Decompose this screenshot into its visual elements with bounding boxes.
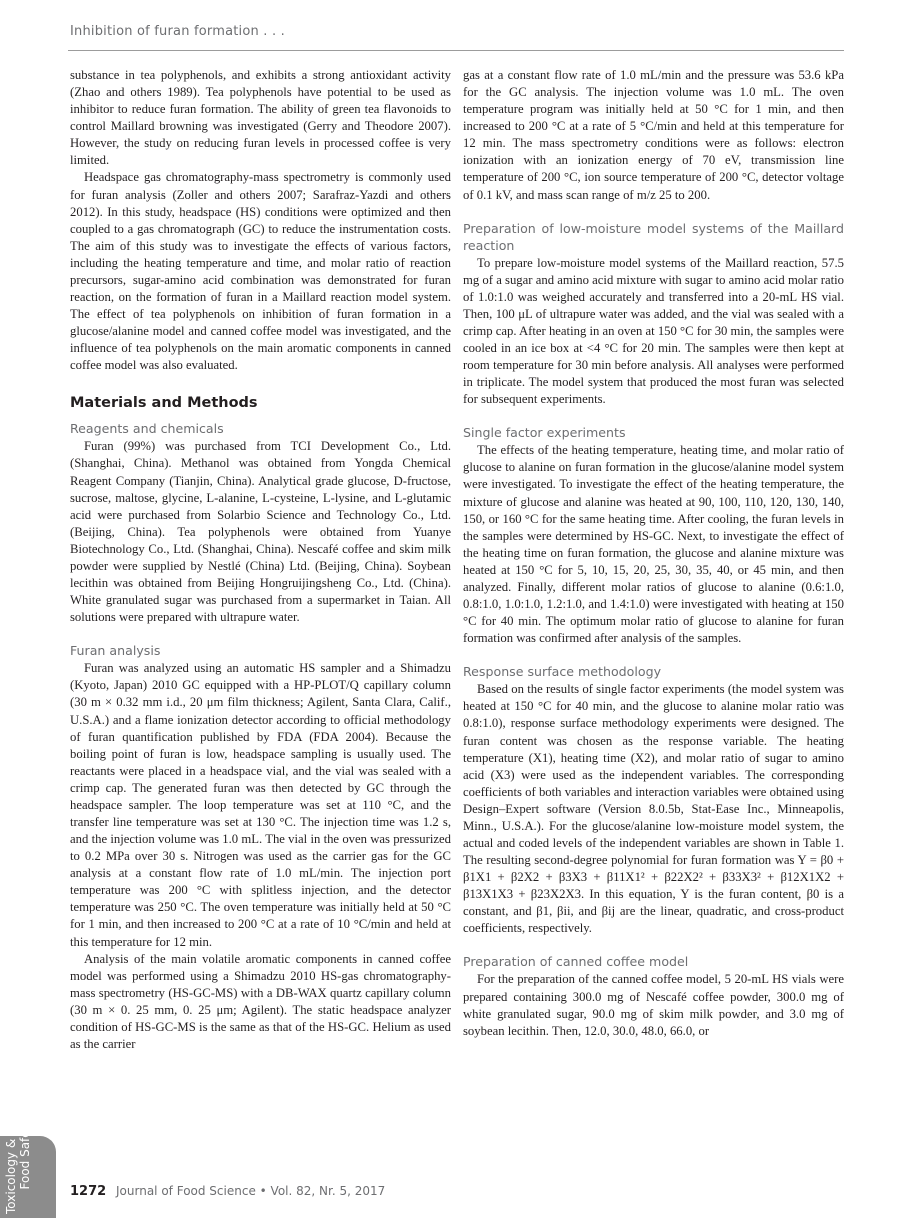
page-footer	[70, 1184, 385, 1199]
gcms-continued-paragraph: gas at a constant flow rate of 1.0 mL/min and the pressure was 53.6 kPa for the GC analysis. The injection volume was 1.0 mL. The oven temperature program was initially held at 50 °C for 1 min, and then increased to 200 °C at a rate of 5 °C/min and held at this temperature for 12 min. The mass spectrometry conditions were as follows: electron ionization with an ionization energy of 70 eV, transmission line temperature of 200 °C, ion source temperature of 200 °C, detector voltage of 0.1 kV, and mass scan range of m/z 25 to 200.	[463, 68, 844, 202]
rsm-paragraph: Based on the results of single factor experiments (the model system was heated at 150 °C for 40 min, and the glucose to alanine molar ratio was 0.8:1.0), response surface methodology experiments were designed. The furan content was chosen as the response variable. The heating temperature (X1), heating time (X2), and molar ratio of sugar to amino acid (X3) were used as the independent variables. The corresponding coefficients of both variables and interaction variables were obtained using Design–Expert software (Version 8.0.5b, Stat-Ease Inc., Minneapolis, Minn., U.S.A.). For the glucose/alanine low-moisture model system, the actual and coded levels of the independent variables are shown in Table 1. The resulting second-degree polynomial for furan formation was Y = β0 + β1X1 + β2X2 + β3X3 + β11X1² + β22X2² + β33X3² + β12X1X2 + β13X1X3 + β23X2X3. In this equation, Y is the furan content, β0 is a constant, and β1, βii, and βij are the linear, quadratic, and cross-product coefficients, respectively.	[463, 682, 844, 936]
section-side-tab	[0, 1079, 56, 1218]
intro-paragraph-2: Headspace gas chromatography-mass spectrometry is commonly used for furan analysis (Zoller and others 2007; Sarafraz-Yazdi and others 2012). In this study, headspace (HS) conditions were optimized and then coupled to a gas chromatograph (GC) to reduce the instrumentation costs. The aim of this study was to investigate the effects of various factors, including the heating temperature and time, and molar ratio of reaction precursors, sugar-amino acid combination was demonstrated for furan reaction, on the formation of furan in a Maillard reaction model system. The effect of tea polyphenols on inhibition of furan formation in a glucose/alanine model and canned coffee model was investigated, and the influence of tea polyphenols on the main aromatic components in canned coffee model was also evaluated.	[70, 170, 451, 373]
intro-paragraph-1: substance in tea polyphenols, and exhibits a strong antioxidant activity (Zhao and others 1989). Tea polyphenols have potential to be used as inhibitor to reduce furan formation. The ability of green tea flavonoids to control Maillard browning was investigated (Gerry and Theodore 2007). However, the study on reducing furan levels in processed coffee is very limited.	[70, 68, 451, 168]
furan-analysis-paragraph-1: Furan was analyzed using an automatic HS sampler and a Shimadzu (Kyoto, Japan) 2010 GC equipped with a HP-PLOT/Q capillary column (30 m × 0.32 mm i.d., 20 μm film thickness; Agilent, Santa Clara, Calif., U.S.A.) and a flame ionization detector according to official methodology of furan quantification published by FDA (FDA 2004). Because the boiling point of furan is low, headspace sampling is usually used. The reactants were placed in a headspace vial, and the vial was sealed with a crimp cap. The generated furan was then detected by GC through the headspace sampler. The loop temperature was set at 110 °C, and the transfer line temperature was set at 130 °C. The injection time was 1.2 s, and the injection volume was 1.0 mL. The vial in the oven was pressurized to 0.2 MPa over 30 s. Nitrogen was used as the carrier gas for the GC analysis at a constant flow rate of 1.0 mL/min. The injection port temperature was 200 °C with splitless injection, and the detector temperature was 250 °C. The oven temperature was initially held at 50 °C for 1 min, and then increased to 200 °C at a rate of 10 °C/min and held at this temperature for 12 min.	[70, 661, 451, 949]
methods-heading: Materials and Methods	[70, 395, 258, 412]
side-tab-label	[4, 1079, 32, 1214]
canned-coffee-heading: Preparation of canned coffee model	[463, 954, 689, 970]
reagents-heading: Reagents and chemicals	[70, 421, 224, 437]
low-moisture-heading: Preparation of low-moisture model systems of the Maillard reaction	[463, 220, 844, 253]
low-moisture-paragraph: To prepare low-moisture model systems of the Maillard reaction, 57.5 mg of a sugar and amino acid mixture with sugar to amino acid molar ratio of 1.0:1.0 was weighed accurately and transferred into a 20-mL HS vial. Then, 100 μL of ultrapure water was added, and the vial was sealed with a crimp cap. After heating in an oven at 150 °C for 30 min, the samples were cooled in an ice box at <4 °C for 20 min. The samples were then kept at room temperature for 30 min before analysis. All analyses were performed in triplicate. The model system that produced the most furan was selected for subsequent experiments.	[463, 255, 845, 407]
page-number: 1272	[70, 1184, 107, 1199]
side-tab-line-2: Food Safety	[18, 1118, 32, 1190]
reagents-paragraph: Furan (99%) was purchased from TCI Development Co., Ltd. (Shanghai, China). Methanol was obtained from Yongda Chemical Reagent Company (Tianjin, China). Analytical grade glucose, D-fructose, sucrose, maltose, glycine, L-alanine, L-cysteine, L-lysine, and L-glutamic acid were purchased from Solarbio Science and Technology Co., Ltd. (Beijing, China). Tea polyphenols were obtained from Yuanye Biotechnology Co., Ltd. (Shanghai, China). Nescafé coffee and skim milk powder were supplied by Nestlé (China) Ltd. (Beijing, China). Soybean lecithin was obtained from Beijing Hongruijingsheng Co., Ltd. (China). White granulated sugar was purchased from a supermarket in Taian. All solutions were prepared with ultrapure water.	[70, 439, 451, 625]
right-column	[463, 67, 844, 1040]
single-factor-heading: Single factor experiments	[463, 425, 626, 441]
journal-name: Journal of Food Science	[116, 1184, 256, 1198]
furan-analysis-paragraph-2: Analysis of the main volatile aromatic components in canned coffee model was performed using a Shimadzu 2010 HS-gas chromatography-mass spectrometry (HS-GC-MS) with a DB-WAX quartz capillary column (30 m × 0. 25 mm, 0. 25 μm; Agilent). The static headspace analyzer condition of HS-GC-MS is the same as that of the HS-GC. Helium as used as the carrier	[70, 951, 451, 1051]
single-factor-paragraph: The effects of the heating temperature, heating time, and molar ratio of glucose to alanine on furan formation in the glucose/alanine model system were investigated. To investigate the effect of the heating temperature, the mixture of glucose and alanine was heated at 90, 100, 110, 120, 130, 140, 150, or 160 °C for the same heating time. After cooling, the furan levels in the samples were determined by HS-GC. Next, to investigate the effect of the heating time on furan formation, the glucose and alanine mixture was heated at 150 °C for 5, 10, 15, 20, 25, 30, 35, 40, or 45 min, and then analyzed. Finally, different molar ratios of glucose to alanine (0.6:1.0, 0.8:1.0, 1.0:1.0, 1.2:1.0, and 1.4:1.0) were investigated with heating at 150 °C for 40 min. The optimum molar ratio of glucose to alanine for furan formation was confirmed after analysis of the samples.	[463, 443, 844, 646]
furan-analysis-heading: Furan analysis	[70, 643, 161, 659]
header-rule	[68, 50, 844, 51]
canned-coffee-paragraph: For the preparation of the canned coffee model, 5 20-mL HS vials were prepared containing 300.0 mg of Nescafé coffee powder, 300.0 mg of white granulated sugar, 90.0 mg of skim milk powder, and 3.0 mg of soybean lecithin. Then, 12.0, 30.0, 48.0, 66.0, or	[463, 972, 844, 1038]
issue-info: • Vol. 82, Nr. 5, 2017	[259, 1184, 386, 1198]
rsm-heading: Response surface methodology	[463, 664, 662, 680]
running-title: Inhibition of furan formation . . .	[70, 24, 285, 39]
left-column	[70, 67, 451, 1053]
side-tab-line-1: Toxicology & Chemical	[4, 1079, 18, 1214]
